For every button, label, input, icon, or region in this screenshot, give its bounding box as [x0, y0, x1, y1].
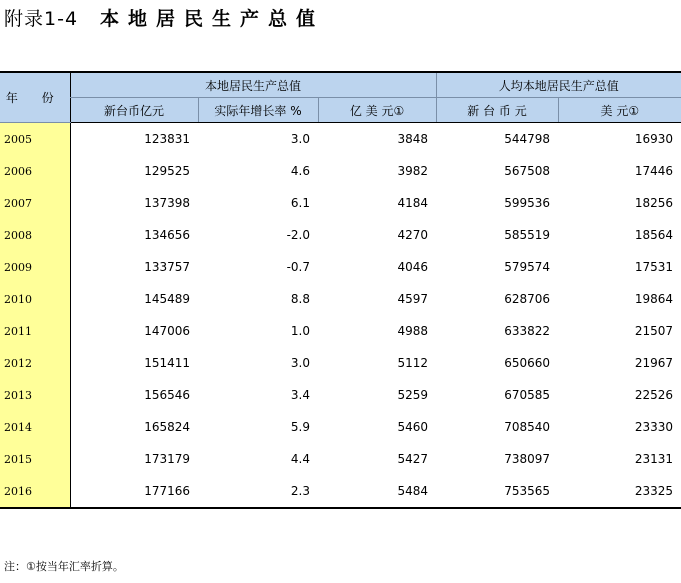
cell-pc-usd: 16930: [634, 132, 674, 146]
table-row: [0, 315, 681, 347]
cell-pc-ntd: 738097: [504, 452, 551, 466]
cell-pc-usd: 23325: [558, 475, 681, 508]
cell-usd: 4184: [397, 196, 429, 210]
cell-pc-ntd: 650660: [504, 356, 551, 370]
col-header-usd: 亿 美 元①: [318, 98, 436, 123]
cell-growth: 4.4: [290, 452, 310, 466]
table-body: [0, 123, 681, 509]
table-row: [0, 219, 681, 251]
table-row: [0, 443, 681, 475]
table-row: [0, 283, 681, 315]
cell-pc-usd: 21967: [634, 356, 674, 370]
cell-year: 2006: [0, 155, 70, 187]
cell-pc-usd: 22526: [634, 388, 674, 402]
cell-ntd: 156546: [144, 388, 190, 402]
cell-pc-usd: 18564: [634, 228, 674, 242]
cell-pc-usd: 18256: [634, 196, 674, 210]
group-header-gnp: 本地居民生产总值: [70, 72, 436, 98]
cell-growth: 4.6: [290, 164, 310, 178]
table-row: [0, 123, 681, 156]
cell-year: 2007: [0, 187, 70, 219]
cell-year: 2008: [0, 219, 70, 251]
cell-growth: -2.0: [286, 228, 310, 242]
cell-growth: 3.0: [290, 132, 310, 146]
cell-growth: 3.0: [290, 356, 310, 370]
group-header-per-capita: 人均本地居民生产总值: [436, 72, 681, 98]
cell-usd: 3982: [397, 164, 429, 178]
cell-ntd: 145489: [144, 292, 190, 306]
cell-pc-usd: 19864: [634, 292, 674, 306]
cell-usd: 4988: [397, 324, 429, 338]
footnote: 注：①按当年汇率折算。: [4, 560, 124, 573]
table-row: [0, 475, 681, 508]
cell-growth: -0.7: [286, 260, 310, 274]
cell-ntd: 147006: [144, 324, 190, 338]
cell-pc-usd: 17446: [634, 164, 674, 178]
table-row: [0, 411, 681, 443]
cell-growth: 5.9: [290, 420, 310, 434]
cell-growth: 1.0: [290, 324, 310, 338]
cell-pc-ntd: 753565: [436, 475, 558, 508]
cell-ntd: 134656: [144, 228, 190, 242]
cell-usd: 4597: [397, 292, 429, 306]
title-prefix: 附录1-4: [4, 8, 79, 30]
cell-year: 2014: [0, 411, 70, 443]
cell-pc-ntd: 670585: [504, 388, 551, 402]
cell-usd: 5259: [397, 388, 429, 402]
col-header-pc-usd: 美 元①: [558, 98, 681, 123]
cell-pc-ntd: 567508: [504, 164, 551, 178]
col-header-ntd: 新台币亿元: [70, 98, 198, 123]
table-row: [0, 347, 681, 379]
cell-ntd: 137398: [144, 196, 190, 210]
table-row: [0, 379, 681, 411]
cell-year: 2011: [0, 315, 70, 347]
cell-usd: 5484: [318, 475, 436, 508]
cell-growth: 3.4: [290, 388, 310, 402]
table-row: [0, 187, 681, 219]
cell-pc-ntd: 628706: [504, 292, 551, 306]
cell-pc-ntd: 585519: [504, 228, 551, 242]
cell-pc-ntd: 579574: [504, 260, 551, 274]
cell-pc-ntd: 599536: [504, 196, 551, 210]
cell-ntd: 133757: [144, 260, 190, 274]
cell-usd: 4046: [397, 260, 429, 274]
header-row-groups: [0, 72, 681, 98]
table-row: [0, 155, 681, 187]
cell-growth: 6.1: [290, 196, 310, 210]
cell-ntd: 165824: [144, 420, 190, 434]
cell-pc-usd: 17531: [634, 260, 674, 274]
col-header-growth: 实际年增长率 %: [198, 98, 318, 123]
cell-year: 2013: [0, 379, 70, 411]
table-row: [0, 251, 681, 283]
cell-year: 2016: [0, 475, 70, 508]
cell-pc-usd: 23131: [634, 452, 674, 466]
title-main: 本地居民生产总值: [100, 8, 325, 30]
cell-pc-ntd: 544798: [504, 132, 551, 146]
cell-growth: 2.3: [198, 475, 318, 508]
cell-pc-ntd: 633822: [504, 324, 551, 338]
cell-usd: 5427: [397, 452, 429, 466]
cell-usd: 3848: [397, 132, 429, 146]
cell-ntd: 123831: [144, 132, 190, 146]
cell-year: 2009: [0, 251, 70, 283]
cell-ntd: 173179: [144, 452, 190, 466]
cell-ntd: 177166: [70, 475, 198, 508]
col-header-pc-ntd: 新 台 币 元: [436, 98, 558, 123]
cell-usd: 5112: [397, 356, 429, 370]
cell-growth: 8.8: [290, 292, 310, 306]
year-header: 年 份: [0, 72, 70, 123]
cell-pc-usd: 23330: [634, 420, 674, 434]
cell-year: 2015: [0, 443, 70, 475]
cell-usd: 4270: [397, 228, 429, 242]
page-title: [4, 4, 324, 31]
cell-ntd: 151411: [144, 356, 190, 370]
cell-pc-usd: 21507: [634, 324, 674, 338]
cell-year: 2005: [0, 123, 70, 156]
header-row-columns: [0, 98, 681, 123]
cell-pc-ntd: 708540: [504, 420, 551, 434]
cell-usd: 5460: [397, 420, 429, 434]
cell-ntd: 129525: [144, 164, 190, 178]
gnp-table: [0, 71, 681, 509]
cell-year: 2010: [0, 283, 70, 315]
cell-year: 2012: [0, 347, 70, 379]
